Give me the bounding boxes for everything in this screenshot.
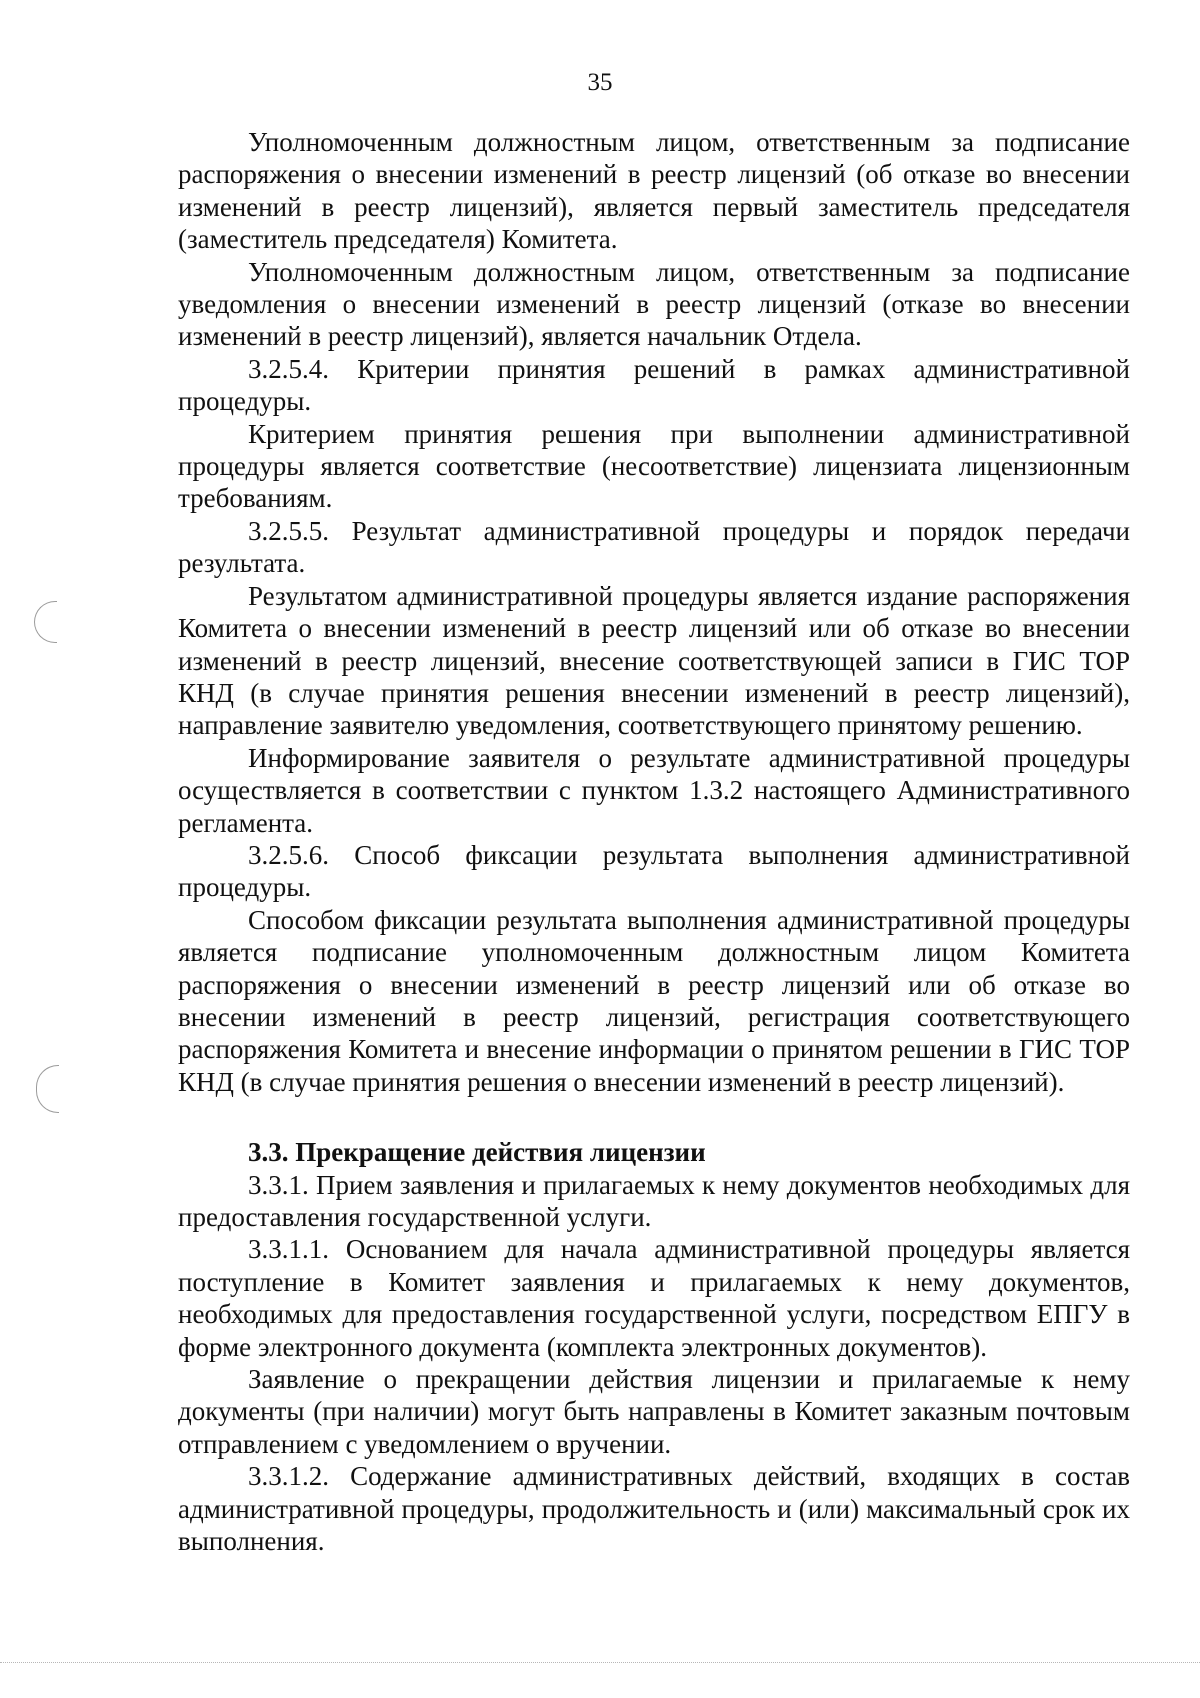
- paragraph: Заявление о прекращении действия лицензии и прилагаемые к нему документы (при наличии) могут быть направлены в Комитет заказным почтовым отправлением с уведомлением о вручении.: [178, 1364, 1130, 1459]
- paragraph: 3.3.1. Прием заявления и прилагаемых к нему документов необходимых для предоставления государственной услуги.: [178, 1169, 1130, 1232]
- paragraph: 3.2.5.6. Способ фиксации результата выполнения административной процедуры.: [178, 839, 1130, 903]
- section-heading: 3.3. Прекращение действия лицензии: [248, 1137, 706, 1168]
- binder-hole-mark: [34, 601, 57, 643]
- paragraph: Критерием принятия решения при выполнении административной процедуры является соответствие (несоответствие) лицензиата лицензионным требованиям.: [178, 418, 1130, 514]
- paragraph: 3.3.1.2. Содержание административных действий, входящих в состав административной процедуры, продолжительность и (или) максимальный срок их выполнения.: [178, 1461, 1130, 1557]
- page-number: 35: [587, 69, 613, 96]
- paragraph: 3.3.1.1. Основанием для начала административной процедуры является поступление в Комитет заявления и прилагаемых к нему документов, необходимых для предоставления государственной услуги, посредством ЕПГУ в форме электронного документа (комплекта электронных документов).: [178, 1234, 1130, 1362]
- paragraph: Информирование заявителя о результате административной процедуры осуществляется в соответствии с пунктом 1.3.2 настоящего Административного регламента.: [178, 742, 1130, 838]
- paragraph: Уполномоченным должностным лицом, ответственным за подписание распоряжения о внесении изменений в реестр лицензий (об отказе во внесении изменений в реестр лицензий), является первый заместитель председателя (заместитель председателя) Комитета.: [178, 127, 1130, 255]
- document-body: [178, 126, 1130, 1557]
- paragraph: 3.2.5.5. Результат административной процедуры и порядок передачи результата.: [178, 515, 1130, 579]
- paragraph: 3.2.5.4. Критерии принятия решений в рамках административной процедуры.: [178, 353, 1130, 417]
- paragraph: Способом фиксации результата выполнения административной процедуры является подписание уполномоченным должностным лицом Комитета распоряжения о внесении изменений в реестр лицензий или об отказе во внесении изменений в реестр лицензий, регистрация соответствующего распоряжения Комитета и внесение информации о принятом решении в ГИС ТОР КНД (в случае принятия решения о внесении изменений в реестр лицензий).: [178, 904, 1130, 1097]
- paragraph: Уполномоченным должностным лицом, ответственным за подписание уведомления о внесении изменений в реестр лицензий (отказе во внесении изменений в реестр лицензий), является начальник Отдела.: [178, 256, 1130, 352]
- scan-edge-line: [0, 1662, 1200, 1663]
- binder-hole-mark: [36, 1065, 59, 1113]
- paragraph: Результатом административной процедуры является издание распоряжения Комитета о внесении изменений в реестр лицензий или об отказе во внесении изменений в реестр лицензий, внесение соответствующей записи в ГИС ТОР КНД (в случае принятия решения внесении изменений в реестр лицензий), направление заявителю уведомления, соответствующего принятому решению.: [178, 580, 1130, 741]
